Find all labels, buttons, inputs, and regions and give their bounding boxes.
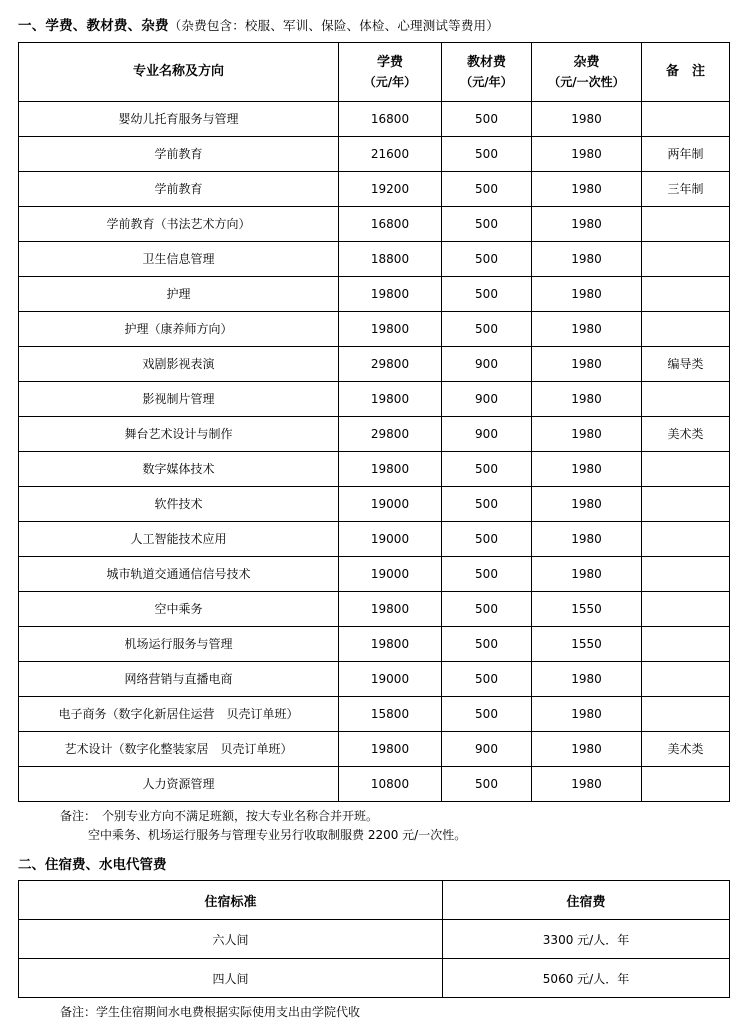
table-row xyxy=(19,347,730,382)
cell-tuition: 19800 xyxy=(339,452,442,487)
table-row xyxy=(19,557,730,592)
cell-remark xyxy=(642,487,730,522)
header-book-fee-label: 教材费 xyxy=(466,55,506,71)
cell-remark: 三年制 xyxy=(642,172,730,207)
cell-remark xyxy=(642,557,730,592)
header-misc-fee xyxy=(532,43,642,102)
cell-remark xyxy=(642,382,730,417)
cell-book-fee: 900 xyxy=(442,417,532,452)
cell-remark: 美术类 xyxy=(642,732,730,767)
cell-remark xyxy=(642,277,730,312)
cell-major-name: 影视制片管理 xyxy=(19,382,339,417)
cell-remark xyxy=(642,697,730,732)
cell-major-name: 网络营销与直播电商 xyxy=(19,662,339,697)
section-1-title: 学费、教材费、杂费 xyxy=(45,18,169,34)
cell-room-standard: 四人间 xyxy=(19,959,443,998)
header-remark: 备 注 xyxy=(642,43,730,102)
cell-misc-fee: 1980 xyxy=(532,312,642,347)
section-2-index: 二、 xyxy=(18,857,45,874)
table-row xyxy=(19,242,730,277)
cell-remark: 美术类 xyxy=(642,417,730,452)
table-row xyxy=(19,959,730,998)
cell-book-fee: 500 xyxy=(442,102,532,137)
table-header-row xyxy=(19,43,730,102)
table-header-row xyxy=(19,881,730,920)
header-tuition-unit: （元/年） xyxy=(363,74,417,89)
cell-book-fee: 500 xyxy=(442,767,532,802)
cell-remark: 编导类 xyxy=(642,347,730,382)
cell-tuition: 15800 xyxy=(339,697,442,732)
cell-misc-fee: 1980 xyxy=(532,767,642,802)
section-1-index: 一、 xyxy=(18,18,46,34)
cell-remark xyxy=(642,767,730,802)
section-1-heading xyxy=(18,14,729,34)
cell-tuition: 10800 xyxy=(339,767,442,802)
header-misc-fee-unit: （元/一次性） xyxy=(548,74,625,89)
cell-major-name: 戏剧影视表演 xyxy=(19,347,339,382)
cell-book-fee: 500 xyxy=(442,207,532,242)
cell-major-name: 护理 xyxy=(19,277,339,312)
cell-tuition: 29800 xyxy=(339,417,442,452)
cell-misc-fee: 1980 xyxy=(532,172,642,207)
cell-book-fee: 500 xyxy=(442,662,532,697)
cell-tuition: 29800 xyxy=(339,347,442,382)
cell-remark xyxy=(642,102,730,137)
cell-major-name: 城市轨道交通通信信号技术 xyxy=(19,557,339,592)
table-row xyxy=(19,312,730,347)
cell-book-fee: 500 xyxy=(442,277,532,312)
cell-tuition: 19800 xyxy=(339,382,442,417)
cell-major-name: 舞台艺术设计与制作 xyxy=(19,417,339,452)
table-row xyxy=(19,732,730,767)
cell-major-name: 软件技术 xyxy=(19,487,339,522)
cell-remark: 两年制 xyxy=(642,137,730,172)
table-row xyxy=(19,662,730,697)
header-major-name: 专业名称及方向 xyxy=(19,43,339,102)
cell-misc-fee: 1980 xyxy=(532,522,642,557)
cell-book-fee: 500 xyxy=(442,522,532,557)
cell-major-name: 人工智能技术应用 xyxy=(19,522,339,557)
header-room-standard: 住宿标准 xyxy=(19,881,443,920)
header-book-fee xyxy=(442,43,532,102)
cell-tuition: 18800 xyxy=(339,242,442,277)
accommodation-table xyxy=(18,880,730,998)
tuition-table-body xyxy=(19,102,730,802)
header-tuition xyxy=(339,43,442,102)
cell-misc-fee: 1980 xyxy=(532,277,642,312)
table-row xyxy=(19,207,730,242)
tuition-table xyxy=(18,42,730,802)
cell-major-name: 卫生信息管理 xyxy=(19,242,339,277)
cell-book-fee: 900 xyxy=(442,347,532,382)
cell-tuition: 19800 xyxy=(339,627,442,662)
table-row xyxy=(19,767,730,802)
cell-tuition: 19000 xyxy=(339,662,442,697)
table-row xyxy=(19,627,730,662)
section-1-note: （杂费包含：校服、军训、保险、体检、心理测试等费用） xyxy=(168,18,499,33)
cell-misc-fee: 1980 xyxy=(532,697,642,732)
cell-major-name: 数字媒体技术 xyxy=(19,452,339,487)
header-tuition-label: 学费 xyxy=(376,55,403,71)
table-row xyxy=(19,277,730,312)
note-uniform-fee: 空中乘务、机场运行服务与管理专业另行收取制服费 2200 元/一次性。 xyxy=(88,828,467,843)
cell-misc-fee: 1550 xyxy=(532,627,642,662)
section-1-notes xyxy=(18,807,729,845)
cell-misc-fee: 1980 xyxy=(532,487,642,522)
cell-book-fee: 500 xyxy=(442,172,532,207)
cell-misc-fee: 1980 xyxy=(532,662,642,697)
cell-room-fee: 3300 元/人．年 xyxy=(443,920,730,959)
cell-room-standard: 六人间 xyxy=(19,920,443,959)
cell-tuition: 19000 xyxy=(339,487,442,522)
cell-book-fee: 500 xyxy=(442,487,532,522)
accommodation-table-body xyxy=(19,920,730,998)
table-row xyxy=(19,487,730,522)
cell-major-name: 护理（康养师方向） xyxy=(19,312,339,347)
cell-remark xyxy=(642,662,730,697)
note-utilities: 备注：学生住宿期间水电费根据实际使用支出由学院代收 xyxy=(60,1005,361,1020)
cell-remark xyxy=(642,592,730,627)
cell-misc-fee: 1980 xyxy=(532,137,642,172)
cell-remark xyxy=(642,627,730,662)
cell-tuition: 19200 xyxy=(339,172,442,207)
table-row xyxy=(19,137,730,172)
cell-tuition: 19800 xyxy=(339,732,442,767)
cell-misc-fee: 1980 xyxy=(532,207,642,242)
cell-major-name: 学前教育 xyxy=(19,172,339,207)
cell-book-fee: 900 xyxy=(442,732,532,767)
cell-misc-fee: 1980 xyxy=(532,102,642,137)
table-row xyxy=(19,102,730,137)
table-row xyxy=(19,920,730,959)
cell-tuition: 16800 xyxy=(339,102,442,137)
table-row xyxy=(19,417,730,452)
cell-misc-fee: 1980 xyxy=(532,557,642,592)
cell-book-fee: 500 xyxy=(442,137,532,172)
cell-tuition: 19800 xyxy=(339,312,442,347)
cell-book-fee: 500 xyxy=(442,312,532,347)
section-2-title: 住宿费、水电代管费 xyxy=(45,857,167,874)
cell-remark xyxy=(642,242,730,277)
cell-book-fee: 500 xyxy=(442,557,532,592)
section-2-heading xyxy=(18,853,729,873)
cell-tuition: 19800 xyxy=(339,592,442,627)
cell-major-name: 学前教育 xyxy=(19,137,339,172)
header-book-fee-unit: （元/年） xyxy=(460,74,513,89)
cell-misc-fee: 1980 xyxy=(532,347,642,382)
cell-remark xyxy=(642,207,730,242)
cell-major-name: 空中乘务 xyxy=(19,592,339,627)
cell-misc-fee: 1980 xyxy=(532,452,642,487)
cell-remark xyxy=(642,312,730,347)
cell-book-fee: 500 xyxy=(442,592,532,627)
table-row xyxy=(19,172,730,207)
cell-major-name: 婴幼儿托育服务与管理 xyxy=(19,102,339,137)
cell-remark xyxy=(642,452,730,487)
cell-major-name: 机场运行服务与管理 xyxy=(19,627,339,662)
cell-remark xyxy=(642,522,730,557)
cell-tuition: 19000 xyxy=(339,557,442,592)
cell-book-fee: 500 xyxy=(442,242,532,277)
table-row xyxy=(19,697,730,732)
cell-misc-fee: 1980 xyxy=(532,242,642,277)
cell-tuition: 21600 xyxy=(339,137,442,172)
cell-tuition: 19800 xyxy=(339,277,442,312)
cell-tuition: 16800 xyxy=(339,207,442,242)
table-row xyxy=(19,522,730,557)
cell-book-fee: 500 xyxy=(442,627,532,662)
cell-major-name: 艺术设计（数字化整装家居 贝壳订单班） xyxy=(19,732,339,767)
cell-book-fee: 500 xyxy=(442,697,532,732)
cell-book-fee: 500 xyxy=(442,452,532,487)
header-room-fee: 住宿费 xyxy=(443,881,730,920)
cell-room-fee: 5060 元/人．年 xyxy=(443,959,730,998)
cell-misc-fee: 1980 xyxy=(532,382,642,417)
cell-major-name: 人力资源管理 xyxy=(19,767,339,802)
cell-major-name: 学前教育（书法艺术方向） xyxy=(19,207,339,242)
cell-book-fee: 900 xyxy=(442,382,532,417)
cell-major-name: 电子商务（数字化新居住运营 贝壳订单班） xyxy=(19,697,339,732)
cell-misc-fee: 1550 xyxy=(532,592,642,627)
header-misc-fee-label: 杂费 xyxy=(573,55,600,71)
table-row xyxy=(19,452,730,487)
table-row xyxy=(19,382,730,417)
table-row xyxy=(19,592,730,627)
note-class-merge: 备注： 个别专业方向不满足班额，按大专业名称合并开班。 xyxy=(60,809,379,823)
cell-misc-fee: 1980 xyxy=(532,732,642,767)
cell-misc-fee: 1980 xyxy=(532,417,642,452)
cell-tuition: 19000 xyxy=(339,522,442,557)
